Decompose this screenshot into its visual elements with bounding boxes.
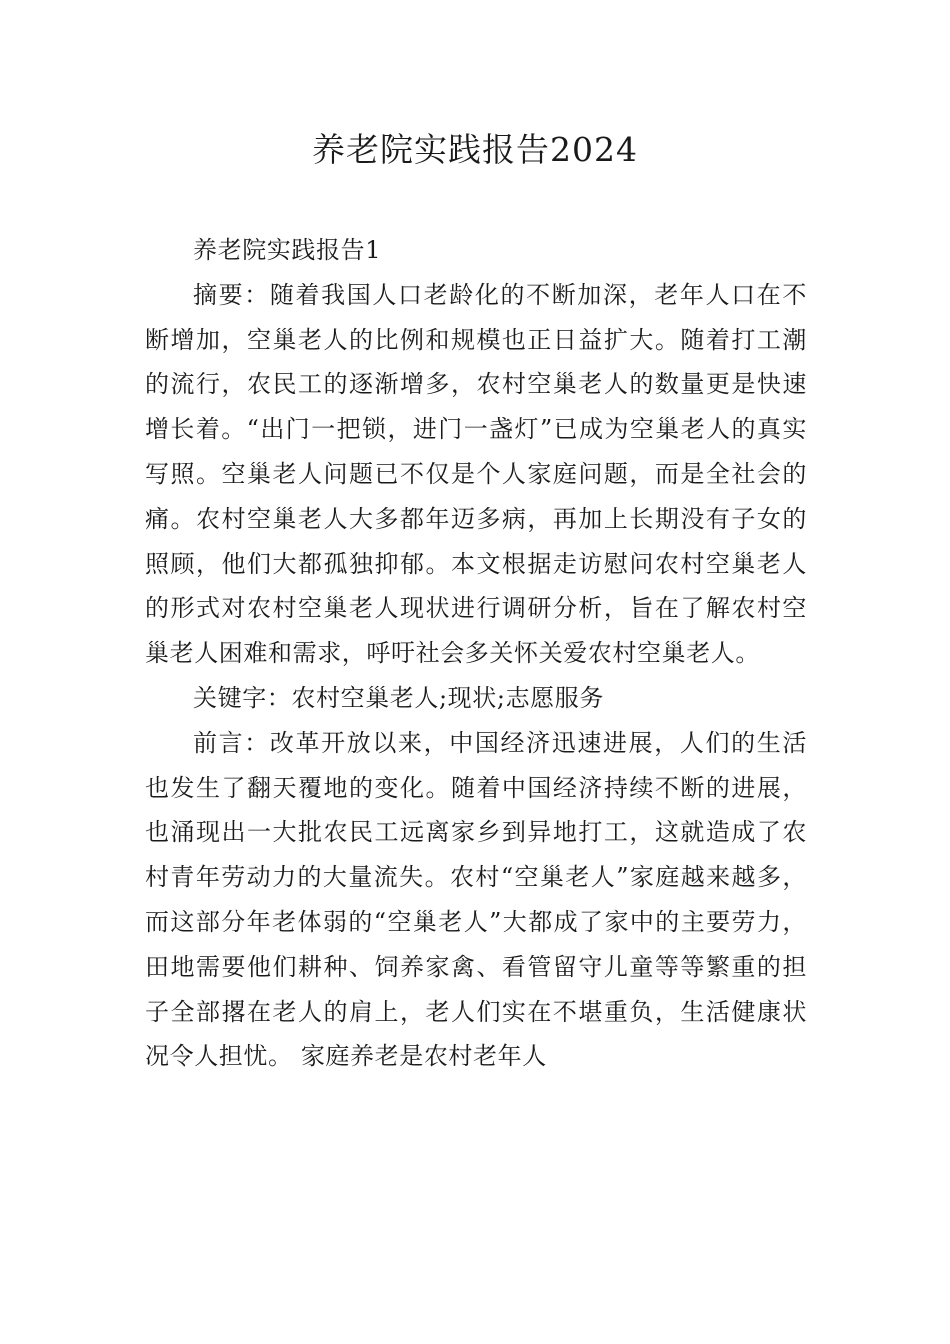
abstract-paragraph: 摘要：随着我国人口老龄化的不断加深，老年人口在不断增加，空巢老人的比例和规模也正日益扩大。随着打工潮的流行，农民工的逐渐增多，农村空巢老人的数量更是快速增长着。“出门一把锁，进门一盏灯”已成为空巢老人的真实写照。空巢老人问题已不仅是个人家庭问题，而是全社会的痛。农村空巢老人大多都年迈多病，再加上长期没有子女的照顾，他们大都孤独抑郁。本文根据走访慰问农村空巢老人的形式对农村空巢老人现状进行调研分析，旨在了解农村空巢老人困难和需求，呼吁社会多关怀关爱农村空巢老人。 xyxy=(145,280,807,668)
document-title: 养老院实践报告2024 xyxy=(312,130,638,169)
keywords-paragraph: 关键字：农村空巢老人;现状;志愿服务 xyxy=(193,683,604,712)
preface-paragraph: 前言：改革开放以来，中国经济迅速进展，人们的生活也发生了翻天覆地的变化。随着中国经济持续不断的进展，也涌现出一大批农民工远离家乡到异地打工，这就造成了农村青年劳动力的大量流失。农村“空巢老人”家庭越来越多，而这部分年老体弱的“空巢老人”大都成了家中的主要劳力，田地需要他们耕种、饲养家禽、看管留守儿童等等繁重的担子全部撂在老人的肩上，老人们实在不堪重负，生活健康状况令人担忧。 家庭养老是农村老年人 xyxy=(145,728,807,1071)
document-body xyxy=(145,228,807,1079)
section-heading: 养老院实践报告1 xyxy=(193,236,382,264)
